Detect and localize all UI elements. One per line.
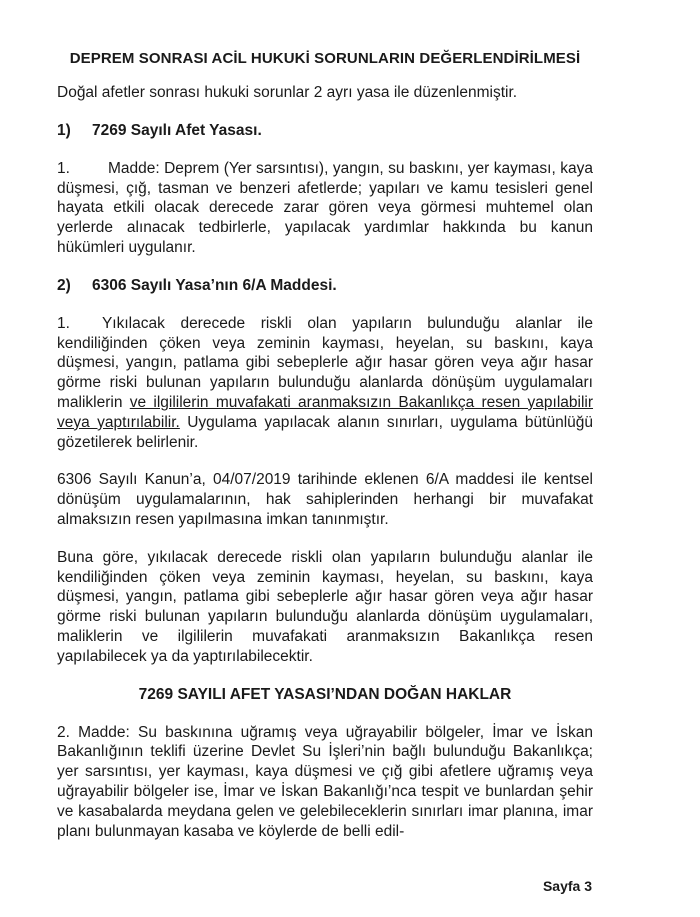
article-6a-number: 1. [57, 314, 70, 332]
article-6a-text-after: Uygulama yapılacak alanın sınırları, uygulama bütünlüğü gözetilerek belirlenir. [57, 413, 593, 451]
page-number: Sayfa 3 [542, 878, 592, 894]
heading-2 [57, 276, 593, 296]
document-title: DEPREM SONRASI ACİL HUKUKİ SORUNLARIN DEĞERLENDİRİLMESİ [69, 50, 581, 67]
article-6a-text-before: Yıkılacak derecede riskli olan yapıların bulunduğu alanlar ile kendiliğinden çöken veya zeminin kayması, heyelan, su baskını, kaya düşmesi, yangın, patlama gibi sebeplerle ağır hasar gören veya ağır hasar görme riski bulunan yapıların bulunduğu alanlarda dönüşüm uygulamaları maliklerin [57, 314, 593, 411]
heading-1-text: 7269 Sayılı Afet Yasası. [92, 121, 262, 139]
article-1-number: 1. [57, 159, 70, 177]
article-6a-paragraph [57, 314, 593, 453]
article-6a-underlined-text: ve ilgililerin muvafakati aranmaksızın Bakanlıkça resen yapılabilir veya yaptırılabilir. [57, 393, 594, 431]
kanun-amendment-paragraph: 6306 Sayılı Kanun’a, 04/07/2019 tarihinde eklenen 6/A maddesi ile kentsel dönüşüm uygulamalarının, hak sahiplerinden herhangi bir muvafakat almaksızın resen yapılmasına imkan tanınmıştır. [57, 471, 593, 528]
intro-paragraph: Doğal afetler sonrası hukuki sorunlar 2 ayrı yasa ile düzenlenmiştir. [57, 84, 518, 101]
document-body [57, 50, 593, 841]
heading-2-number: 2) [57, 276, 71, 294]
heading-1 [57, 121, 593, 141]
article-1-text: Madde: Deprem (Yer sarsıntısı), yangın, su baskını, yer kayması, kaya düşmesi, çığ, tasman ve benzeri afetlerde; yapıları ve kamu tesisleri genel hayata etkili olacak derecede zarar gören veya görmesi muhtemel olan yerlerde alınacak tedbirlerle, yapılacak yardımlar hakkında bu kanun hükümleri uygulanır. [57, 159, 593, 256]
heading-1-number: 1) [57, 121, 71, 139]
section-title: 7269 SAYILI AFET YASASI’NDAN DOĞAN HAKLAR [138, 685, 512, 703]
article-1-paragraph [57, 159, 593, 258]
article-2-paragraph: 2. Madde: Su baskınına uğramış veya uğrayabilir bölgeler, İmar ve İskan Bakanlığının teklifi üzerine Devlet Su İşleri’nin bağlı bulunduğu Bakanlıkça; yer sarsıntısı, yer kayması, kaya düşmesi ve çığ gibi afetlere uğramış veya uğrayabilir bölgeler ise, İmar ve İskan Bakanlığı’nca tespit ve bunlardan şehir ve kasabalarda meydana gelen ve gelebileceklerin sınırları imar planına, imar planı bulunmayan kasaba ve köylerde de belli edil- [57, 723, 593, 840]
heading-2-text: 6306 Sayılı Yasa’nın 6/A Maddesi. [92, 276, 337, 294]
accordingly-paragraph: Buna göre, yıkılacak derecede riskli olan yapıların bulunduğu alanlar ile kendiliğinden çöken veya zeminin kayması, heyelan, su baskını, kaya düşmesi, yangın, patlama gibi sebeplerle ağır hasar gören veya ağır hasar görme riski bulunan yapıların bulunduğu alanlarda dönüşüm uygulamaları, maliklerin ve ilgililerin muvafakati aranmaksızın Bakanlıkça resen yapılabilecek ya da yaptırılabilecektir. [57, 548, 593, 665]
